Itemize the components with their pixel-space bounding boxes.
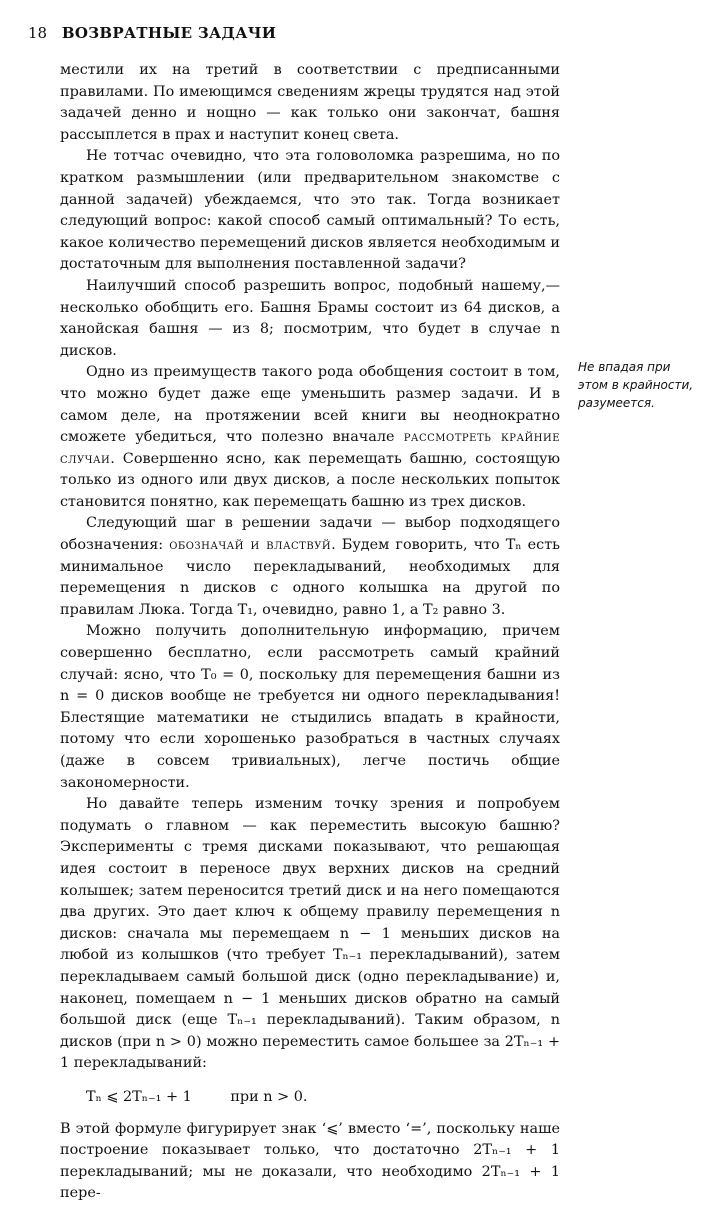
paragraph-7: Но давайте теперь изменим точку зрения и попробуем подумать о главном — как переместить высокую башню? Эксперименты с тремя дисками показывают, что решающая идея состоит в переносе двух верхних дисков на средний колышек; затем переносится третий диск и на него помещаются два других. Это дает ключ к общему правилу перемещения n дисков: сначала мы перемещаем n − 1 меньших дисков на любой из колышков (что требует Tₙ₋₁ перекладываний), затем перекладываем самый большой диск (одно перекладывание) и, наконец, помещаем n − 1 меньших дисков обратно на самый большой диск (еще Tₙ₋₁ перекладываний). Таким образом, n дисков (при n > 0) можно переместить самое большее за 2Tₙ₋₁ + 1 перекладываний: xyxy=(60,796,560,1072)
chapter-title: ВОЗВРАТНЫЕ ЗАДАЧИ xyxy=(61,24,277,42)
paragraph-1: местили их на третий в соответствии с предписанными правилами. По имеющимся сведениям жрецы трудятся над этой задачей денно и нощно — как только они закончат, башня рассыплется в прах и наступит конец света. xyxy=(60,62,560,143)
paragraph-4: Одно из преимуществ такого рода обобщения состоит в том, что можно будет даже еще уменьшить размер задачи. И в самом деле, на протяжении всей книги вы неоднократно сможете убедиться, что полезно вначале рассмотреть крайние случаи. Совершенно ясно, как перемещать башню, состоящую только из одного или двух дисков, а после нескольких попыток становится понятно, как перемещать башню из трех дисков. xyxy=(60,364,561,510)
main-text xyxy=(60,60,560,1205)
formula-condition: при n > 0. xyxy=(230,1088,308,1105)
margin-note: Не впадая при этом в крайности, разумеется. xyxy=(578,360,694,410)
running-header xyxy=(28,24,276,42)
paragraph-6: Можно получить дополнительную информацию, причем совершенно бесплатно, если рассмотреть самый крайний случай: ясно, что T₀ = 0, поскольку для перемещения башни из n = 0 дисков вообще не требуется ни одного перекладывания! Блестящие математики не стыдились впадать в крайности, потому что если хорошенько разобраться в частных случаях (даже в совсем тривиальных), легче постичь общие закономерности. xyxy=(60,623,560,791)
paragraph-2: Не тотчас очевидно, что эта головоломка разрешима, но по кратком размышлении (или предварительном знакомстве с данной задачей) убеждаемся, что это так. Тогда возникает следующий вопрос: какой способ самый оптимальный? То есть, какое количество перемещений дисков является необходимым и достаточным для выполнения поставленной задачи? xyxy=(60,148,561,273)
paragraph-3: Наилучший способ разрешить вопрос, подобный нашему,— несколько обобщить его. Башня Брамы состоит из 64 дисков, а ханойская башня — из 8; посмотрим, что будет в случае n дисков. xyxy=(60,277,560,359)
emphasis-phrase: рассмотреть крайние случаи xyxy=(60,429,561,467)
formula-inequality: Tₙ ⩽ 2Tₙ₋₁ + 1 xyxy=(86,1088,192,1105)
emphasis-phrase: обозначай и властвуй xyxy=(169,537,332,554)
paragraph-5: Следующий шаг в решении задачи — выбор подходящего обозначения: обозначай и властвуй. Будем говорить, что Tₙ есть минимальное число перекладываний, необходимых для перемещения n дисков с одного колышка на другой по правилам Люка. Тогда T₁, очевидно, равно 1, а T₂ равно 3. xyxy=(60,515,560,618)
paragraph-8: В этой формуле фигурирует знак ‘⩽’ вместо ‘=’, поскольку наше построение показывает только, что достаточно 2Tₙ₋₁ + 1 перекладываний; мы не доказали, что необходимо 2Tₙ₋₁ + 1 пере- xyxy=(60,1120,560,1202)
recurrence-formula xyxy=(86,1087,560,1109)
page-number: 18 xyxy=(28,24,48,42)
